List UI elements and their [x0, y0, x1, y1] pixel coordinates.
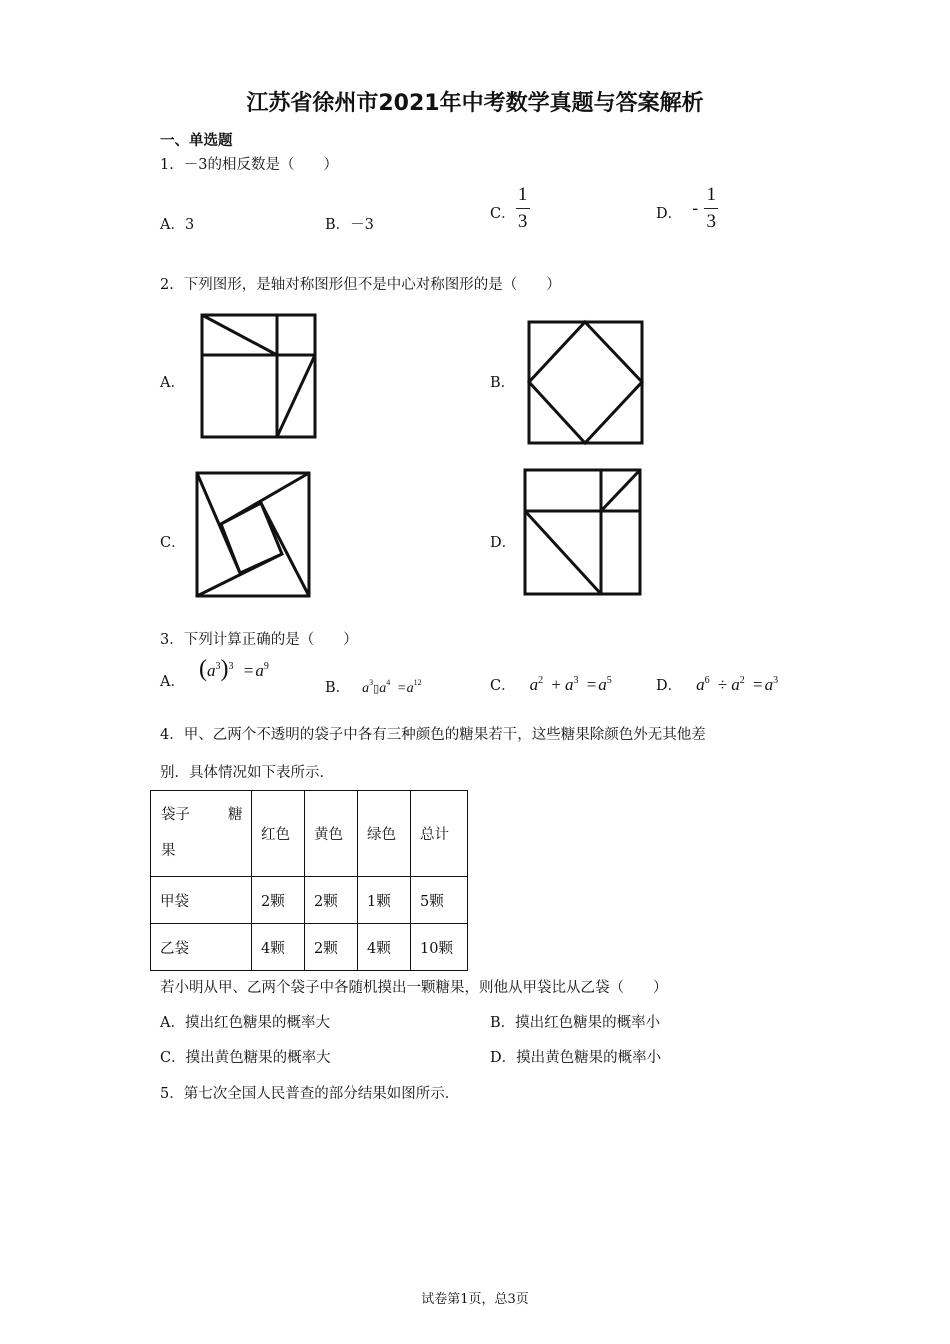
q3-d-expression: $a^6 \div a^2 = a^3$	[696, 675, 779, 694]
q1-c-label: C．	[490, 206, 516, 222]
q4-option-a: A．摸出红色糖果的概率大	[160, 1015, 330, 1031]
q2-figure-a	[198, 311, 320, 447]
page-title: 江苏省徐州市2021年中考数学真题与答案解析	[246, 91, 704, 116]
q1-option-a	[160, 213, 194, 234]
q2-figure-c	[193, 469, 315, 605]
page-footer: 试卷第1页，总3页	[421, 1292, 529, 1307]
row-name: 甲袋	[151, 877, 252, 924]
q2-b-label: B．	[490, 375, 516, 391]
q1-a-label: A．	[160, 217, 185, 233]
fraction-bar	[516, 208, 530, 209]
q1-d-label: D．	[656, 206, 683, 222]
table-cell: 2颗	[305, 924, 358, 971]
q3-option-b	[325, 676, 422, 697]
q4-option-b: B．摸出红色糖果的概率小	[490, 1015, 661, 1031]
table-cell: 4颗	[358, 924, 411, 971]
q2-a-label: A．	[160, 375, 185, 391]
table-cell: 2颗	[305, 877, 358, 924]
q1-d-denominator: 3	[706, 211, 716, 232]
q2-stem: 2．下列图形，是轴对称图形但不是中心对称图形的是（ ）	[160, 277, 561, 293]
q4-question: 若小明从甲、乙两个袋子中各随机摸出一颗糖果，则他从甲袋比从乙袋（ ）	[160, 980, 668, 996]
q2-figure-d	[521, 466, 645, 604]
q1-b-label: B．	[325, 217, 351, 233]
q2-figure-b	[525, 318, 647, 452]
table-header: 绿色	[358, 791, 411, 877]
q1-c-fraction	[516, 184, 530, 233]
table-row	[151, 924, 468, 971]
q4-stem-line1: 4．甲、乙两个不透明的袋子中各有三种颜色的糖果若干，这些糖果除颜色外无其他差	[160, 727, 706, 743]
table-cell: 5颗	[411, 877, 468, 924]
table-header: 红色	[252, 791, 305, 877]
row-name: 乙袋	[151, 924, 252, 971]
q3-b-expression: $a^3▯a^4 =a^{12}$	[362, 678, 422, 696]
q1-option-c	[490, 184, 530, 233]
table-header-row	[151, 791, 468, 877]
fraction-bar	[704, 208, 718, 209]
q3-b-label: B．	[325, 680, 351, 696]
q1-c-denominator: 3	[517, 211, 528, 232]
table-row	[151, 877, 468, 924]
q3-a-expression: $(a^3)^3 = a^9$	[198, 656, 269, 682]
q2-c-label: C．	[160, 535, 186, 551]
q1-stem: 1．－3的相反数是（ ）	[160, 157, 338, 173]
q3-option-d	[656, 674, 778, 695]
q1-d-numerator: 1	[706, 184, 716, 205]
table-header: 总计	[411, 791, 468, 877]
corner-label-bags: 袋子	[161, 807, 190, 823]
q3-c-expression: $a^2 + a^3 = a^5$	[529, 675, 612, 694]
q3-option-a	[160, 656, 269, 693]
q1-option-d	[656, 184, 718, 233]
q1-c-numerator: 1	[517, 184, 528, 205]
q1-b-text: －3	[350, 217, 374, 233]
q1-a-text: 3	[184, 217, 195, 233]
q4-stem-line2: 别．具体情况如下表所示．	[160, 765, 334, 781]
table-cell: 1颗	[358, 877, 411, 924]
q1-option-b	[325, 213, 374, 234]
table-cell: 2颗	[252, 877, 305, 924]
q3-c-label: C．	[490, 678, 516, 694]
candy-table	[150, 790, 468, 971]
table-cell: 10颗	[411, 924, 468, 971]
q3-option-c	[490, 674, 612, 695]
table-header: 黄色	[305, 791, 358, 877]
section-heading: 一、单选题	[160, 133, 233, 149]
q2-d-label: D．	[490, 535, 517, 551]
table-cell: 4颗	[252, 924, 305, 971]
corner-label-candy-2: 果	[161, 843, 176, 859]
q3-stem: 3．下列计算正确的是（ ）	[160, 632, 358, 648]
q1-d-sign: -	[692, 198, 699, 219]
corner-label-candy-1: 糖	[228, 807, 243, 823]
q1-d-fraction	[704, 184, 718, 233]
q5-stem: 5．第七次全国人民普查的部分结果如图所示．	[160, 1086, 460, 1102]
q3-d-label: D．	[656, 678, 683, 694]
q3-a-label: A．	[160, 674, 185, 690]
table-corner-cell	[151, 791, 252, 877]
q4-option-c: C．摸出黄色糖果的概率大	[160, 1050, 331, 1066]
q4-option-d: D．摸出黄色糖果的概率小	[490, 1050, 662, 1066]
